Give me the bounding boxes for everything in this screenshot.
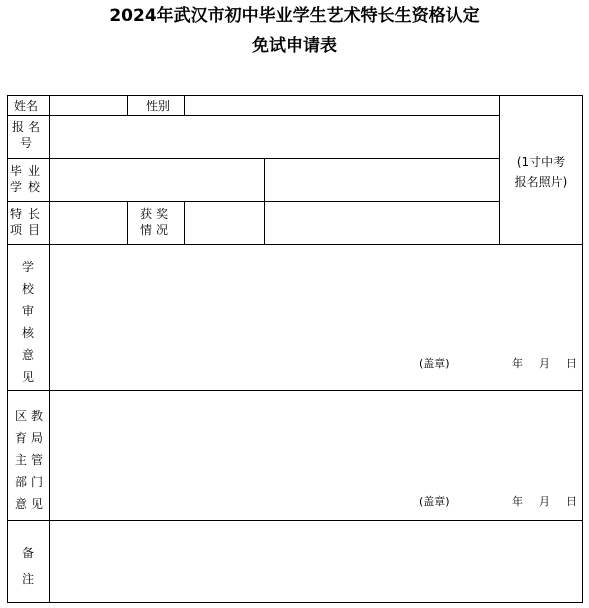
district-label-col2: 教局管门见 [30, 409, 43, 511]
reg-no-label: 报名号 [11, 120, 44, 150]
name-field[interactable] [50, 96, 126, 115]
school-field[interactable] [50, 159, 263, 201]
school-date-day: 日 [566, 357, 577, 370]
school-stamp-line: (盖章) [419, 357, 450, 370]
awards-field[interactable] [185, 202, 263, 244]
district-date-day: 日 [566, 495, 577, 508]
school-label: 毕业学校 [10, 164, 47, 194]
notes-field[interactable] [50, 521, 581, 602]
photo-note-line1: (1寸中考 [516, 155, 566, 169]
specialty-field[interactable] [50, 202, 126, 244]
name-label: 姓名 [14, 99, 39, 113]
photo-box[interactable] [500, 96, 581, 244]
district-stamp-line: (盖章) [419, 495, 450, 508]
district-date-month: 月 [539, 495, 550, 508]
notes-label: 备注 [21, 546, 34, 586]
page-subtitle: 免试申请表 [252, 36, 337, 56]
district-date-year: 年 [512, 495, 523, 508]
school-date-month: 月 [539, 357, 550, 370]
specialty-label: 特长项目 [10, 207, 47, 237]
gender-field[interactable] [185, 96, 498, 115]
district-label-col1: 区育主部意 [14, 409, 27, 511]
photo-note-line2: 报名照片) [514, 175, 568, 189]
school-opinion-label: 学校审核意见 [21, 260, 34, 384]
page-title: 2024年武汉市初中毕业学生艺术特长生资格认定 [109, 6, 480, 26]
gender-label: 性别 [146, 99, 171, 113]
school-date-year: 年 [512, 357, 523, 370]
awards-label: 获奖情况 [139, 207, 172, 237]
reg-no-field[interactable] [50, 116, 498, 158]
district-opinion-field[interactable] [50, 391, 581, 486]
school-opinion-field[interactable] [50, 245, 581, 345]
